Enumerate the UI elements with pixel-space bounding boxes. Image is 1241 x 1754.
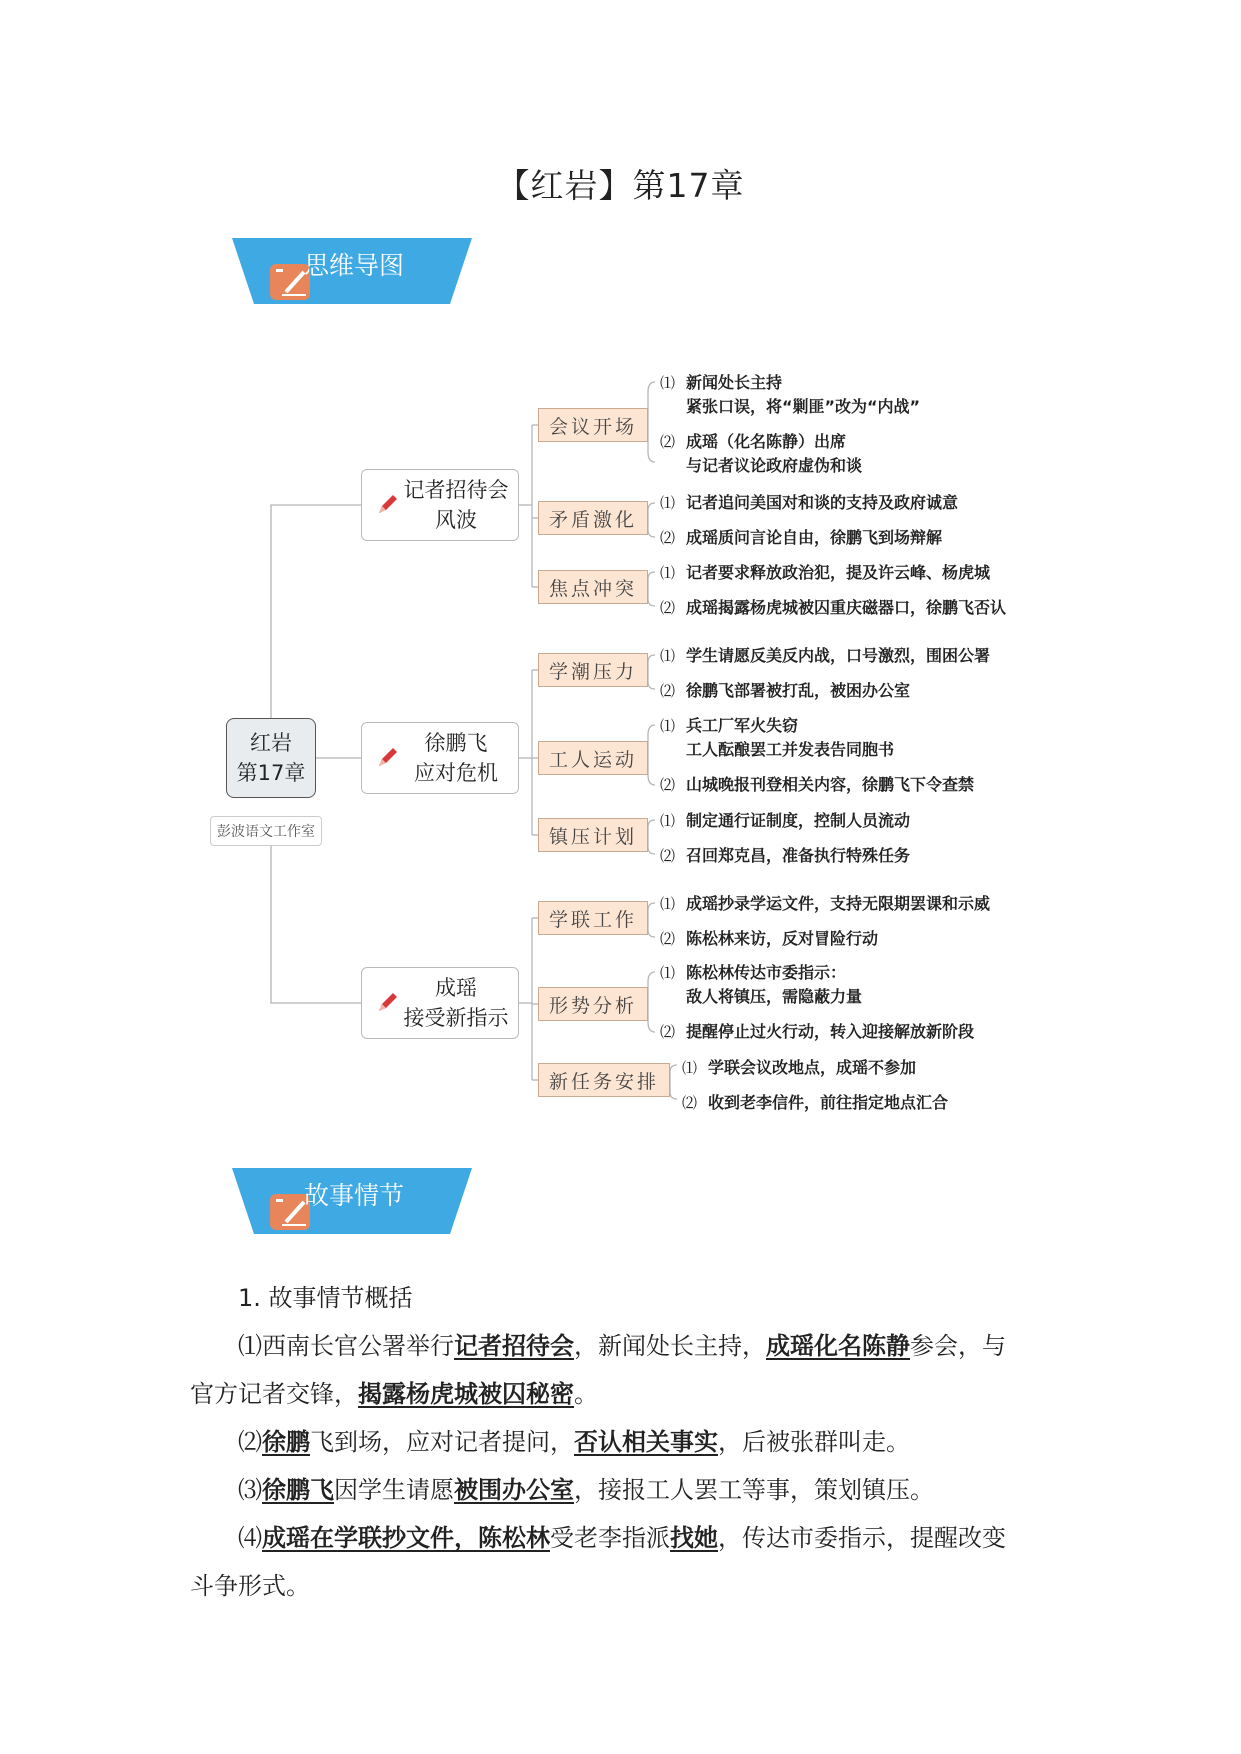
leaf-item: ⑵ 成瑶（化名陈静）出席 与记者议论政府虚伪和谈 xyxy=(660,432,863,475)
sub-node: 工人运动 xyxy=(538,741,648,775)
leaf-item: ⑵ 收到老李信件，前往指定地点汇合 xyxy=(682,1093,949,1112)
leaf-item: ⑵ 山城晚报刊登相关内容，徐鹏飞下令查禁 xyxy=(660,775,975,794)
leaf-item: ⑵ 陈松林来访，反对冒险行动 xyxy=(660,929,879,948)
leaf-item: ⑴ 成瑶抄录学运文件，支持无限期罢课和示威 xyxy=(660,894,991,913)
leaf-item: ⑵ 徐鹏飞部署被打乱，被困办公室 xyxy=(660,681,911,700)
leaf-item: ⑴ 兵工厂军火失窃 工人酝酿罢工并发表告同胞书 xyxy=(660,716,895,759)
leaf-item: ⑴ 记者追问美国对和谈的支持及政府诚意 xyxy=(660,493,959,512)
pen-icon xyxy=(374,745,400,771)
page-title: 【红岩】第17章 xyxy=(496,166,745,205)
banner-label: 思维导图 xyxy=(304,251,405,280)
sub-node: 镇压计划 xyxy=(538,818,648,852)
sub-node: 学联工作 xyxy=(538,901,648,935)
branch-line2: 风波 xyxy=(435,508,477,532)
sub-node: 新任务安排 xyxy=(538,1063,670,1097)
story-paragraph-1: ⑴西南长官公署举行记者招待会，新闻处长主持，成瑶化名陈静参会，与 官方记者交锋，揭露杨虎城被囚秘密。 xyxy=(190,1331,1006,1408)
story-paragraph-3: ⑶徐鹏飞因学生请愿被围办公室，接报工人罢工等事，策划镇压。 xyxy=(238,1475,934,1504)
branch-line1: 记者招待会 xyxy=(403,478,509,502)
root-line2: 第17章 xyxy=(236,761,306,785)
leaf-item: ⑴ 制定通行证制度，控制人员流动 xyxy=(660,811,911,830)
story-heading: 1. 故事情节概括 xyxy=(238,1284,413,1312)
leaf-item: ⑵ 召回郑克昌，准备执行特殊任务 xyxy=(660,846,911,865)
leaf-item: ⑴ 记者要求释放政治犯，提及许云峰、杨虎城 xyxy=(660,563,991,582)
pen-icon xyxy=(374,990,400,1016)
branch-line2: 接受新指示 xyxy=(403,1006,509,1030)
leaf-item: ⑴ 学生请愿反美反内战，口号激烈，围困公署 xyxy=(660,646,991,665)
leaf-item: ⑵ 提醒停止过火行动，转入迎接解放新阶段 xyxy=(660,1022,975,1041)
banner-label: 故事情节 xyxy=(304,1181,405,1210)
leaf-item: ⑴ 新闻处长主持 紧张口误，将“剿匪”改为“内战” xyxy=(660,373,921,416)
leaf-item: ⑴ 陈松林传达市委指示： 敌人将镇压，需隐蔽力量 xyxy=(660,963,863,1006)
branch-press-conference xyxy=(361,469,519,541)
leaf-item: ⑴ 学联会议改地点，成瑶不参加 xyxy=(682,1058,917,1077)
branch-line2: 应对危机 xyxy=(414,761,498,785)
branch-line1: 徐鹏飞 xyxy=(424,731,488,755)
sub-node: 学潮压力 xyxy=(538,653,648,687)
branch-line1: 成瑶 xyxy=(435,976,477,1000)
branch-cheng-yao xyxy=(361,967,519,1039)
studio-tag: 彭波语文工作室 xyxy=(210,816,322,846)
mindmap-root xyxy=(226,718,316,798)
pen-icon xyxy=(374,492,400,518)
story-section xyxy=(190,1274,1050,1610)
leaf-item: ⑵ 成瑶质问言论自由，徐鹏飞到场辩解 xyxy=(660,528,943,547)
story-banner xyxy=(232,1168,472,1234)
sub-node: 会议开场 xyxy=(538,408,648,442)
story-paragraph-4: ⑷成瑶在学联抄文件，陈松林受老李指派找她，传达市委指示，提醒改变 斗争形式。 xyxy=(190,1523,1006,1600)
sub-node: 矛盾激化 xyxy=(538,501,648,535)
story-paragraph-2: ⑵徐鹏飞到场，应对记者提问，否认相关事实，后被张群叫走。 xyxy=(238,1427,910,1456)
leaf-item: ⑵ 成瑶揭露杨虎城被囚重庆磁器口，徐鹏飞否认 xyxy=(660,598,1007,617)
sub-node: 焦点冲突 xyxy=(538,570,648,604)
branch-xu-pengfei xyxy=(361,722,519,794)
root-line1: 红岩 xyxy=(250,731,292,755)
sub-node: 形势分析 xyxy=(538,987,648,1021)
